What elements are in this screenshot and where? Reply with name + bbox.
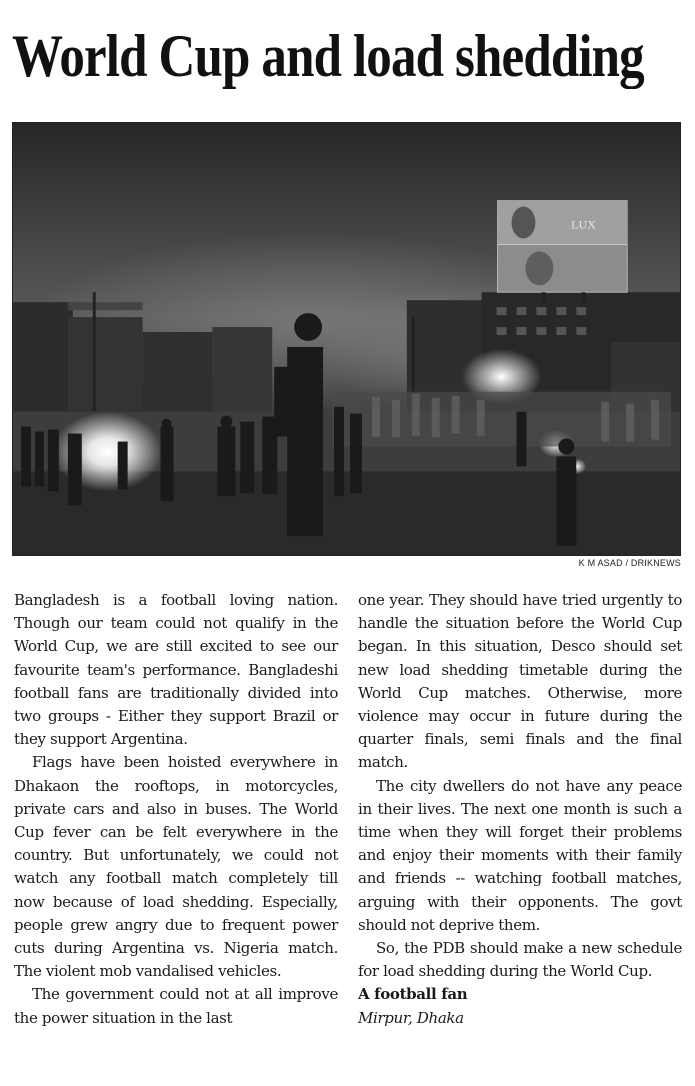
article-column-right xyxy=(358,589,682,1030)
paragraph: So, the PDB should make a new schedule for load shedding during the World Cup. xyxy=(358,939,682,981)
headline: World Cup and load shedding xyxy=(12,23,644,89)
signature-place: Mirpur, Dhaka xyxy=(358,1008,464,1027)
paragraph: The government could not at all improve the power situation in the last xyxy=(14,985,338,1027)
photo-credit: K M ASAD / DRIKNEWS xyxy=(578,558,681,568)
paragraph: The city dwellers do not have any peace in their lives. The next one month is such a time when they will forget their problems and enjoy their moments with their family and friends -- watching football matches, arguing with their opponents. The govt should not deprive them. xyxy=(358,776,682,934)
billboard-text: LUX xyxy=(571,217,596,232)
paragraph: Bangladesh is a football loving nation. Though our team could not qualify in the World Cup, we are still excited to see our favourite team's performance. Bangladeshi football fans are traditionally divided into two groups - Either they support Brazil or they support Argentina. xyxy=(14,591,338,749)
article-column-left xyxy=(14,589,338,1030)
paragraph: one year. They should have tried urgently to handle the situation before the World Cup began. In this situation, Desco should set new load shedding timetable during the World Cup matches. Otherwise, more violence may occur in future during the quarter finals, semi finals and the final match. xyxy=(358,591,682,772)
paragraph: Flags have been hoisted everywhere in Dhakaon the rooftops, in motorcycles, private cars and also in buses. The World Cup fever can be felt everywhere in the country. But unfortunately, we could not watch any football match completely till now because of load shedding. Especially, people grew angry due to frequent power cuts during Argentina vs. Nigeria match. The violent mob vandalised vehicles. xyxy=(14,753,338,981)
street-scene-image xyxy=(13,123,680,555)
news-photo xyxy=(12,122,681,556)
signature-name: A football fan xyxy=(358,985,468,1004)
